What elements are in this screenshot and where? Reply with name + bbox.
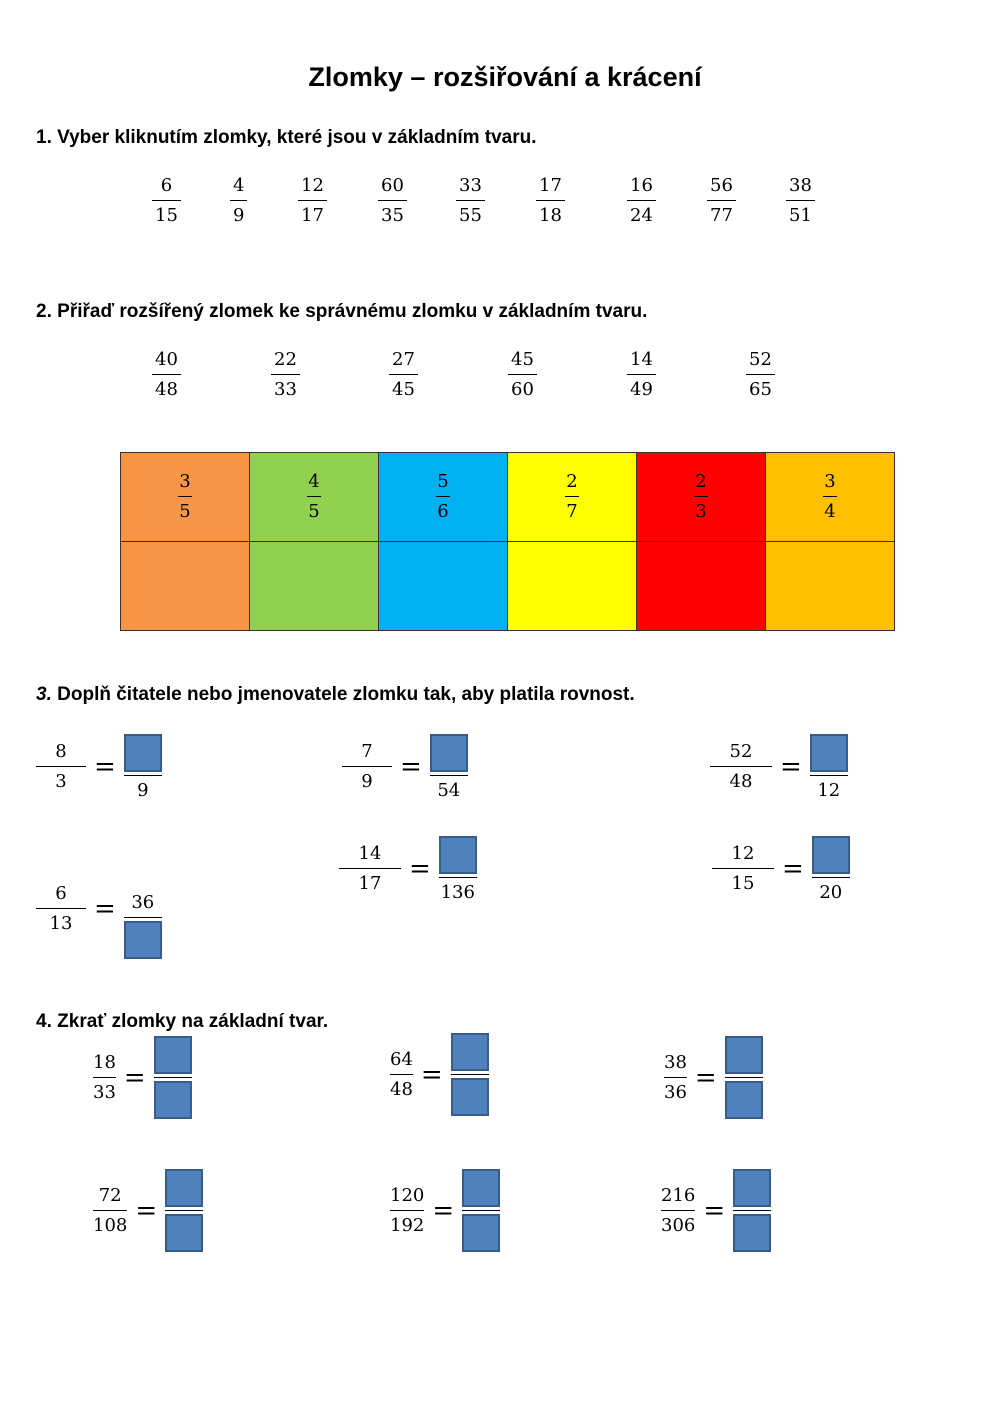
drop-zone[interactable] <box>379 542 508 631</box>
q3-equation <box>710 734 848 800</box>
q3-equation <box>36 858 162 959</box>
numerator: 33 <box>459 175 482 196</box>
denominator: 5 <box>308 501 320 522</box>
numerator-input-box[interactable] <box>165 1169 203 1207</box>
denominator: 48 <box>729 771 753 792</box>
q2-draggable-fraction[interactable] <box>271 351 300 399</box>
q4-number: 4. <box>36 1011 52 1032</box>
fraction-bar <box>627 200 656 201</box>
denominator: 15 <box>731 873 755 894</box>
answer-input-box[interactable] <box>810 734 848 772</box>
target-fraction-cell <box>637 453 766 542</box>
q1-fraction[interactable] <box>152 177 181 225</box>
denominator: 192 <box>390 1214 425 1236</box>
fraction-bar <box>462 1210 500 1211</box>
numerator-input-box[interactable] <box>451 1033 489 1071</box>
q2-draggable-fraction[interactable] <box>389 351 418 399</box>
denominator-input-box[interactable] <box>733 1214 771 1252</box>
q3-equation <box>36 734 162 800</box>
fraction-bar <box>93 1210 127 1211</box>
denominator-input-box[interactable] <box>462 1214 500 1252</box>
numerator: 12 <box>731 843 755 864</box>
equals-sign: = <box>782 854 804 884</box>
numerator: 14 <box>358 843 382 864</box>
q3-equation <box>712 836 850 902</box>
fraction-bar <box>627 374 656 375</box>
denominator-input-box[interactable] <box>451 1078 489 1116</box>
equals-sign: = <box>409 854 431 884</box>
q4-equation <box>93 1169 203 1252</box>
equals-sign: = <box>432 1195 455 1226</box>
denominator: 13 <box>49 912 73 934</box>
numerator: 216 <box>661 1184 696 1206</box>
q2-heading <box>36 301 647 323</box>
fraction-bar <box>390 1074 413 1075</box>
equals-sign: = <box>694 1062 717 1093</box>
numerator: 4 <box>308 471 320 492</box>
q3-number: 3. <box>36 684 52 705</box>
q4-equation <box>390 1169 500 1252</box>
fraction-bar <box>230 200 247 201</box>
fraction-bar <box>746 374 775 375</box>
equals-sign: = <box>123 1062 146 1093</box>
denominator: 17 <box>358 873 382 894</box>
q4-text: Zkrať zlomky na základní tvar. <box>57 1011 329 1032</box>
denominator: 306 <box>661 1214 696 1236</box>
target-fraction-cell <box>508 453 637 542</box>
denominator: 51 <box>789 205 812 226</box>
fraction-bar <box>178 496 192 497</box>
numerator: 36 <box>131 892 155 913</box>
denominator: 33 <box>93 1081 116 1103</box>
target-fraction-cell <box>379 453 508 542</box>
denominator: 49 <box>630 379 653 400</box>
fraction-bar <box>390 1210 424 1211</box>
numerator: 22 <box>274 349 297 370</box>
q3-equation <box>339 836 477 902</box>
denominator-input-box[interactable] <box>725 1081 763 1119</box>
q4-equation <box>93 1036 192 1119</box>
numerator: 56 <box>710 175 733 196</box>
fraction-bar <box>36 908 86 909</box>
denominator: 65 <box>749 379 772 400</box>
denominator: 4 <box>824 501 836 522</box>
q3-heading <box>36 684 635 706</box>
numerator: 6 <box>160 175 173 196</box>
fraction-bar <box>271 374 300 375</box>
drop-zone[interactable] <box>250 542 379 631</box>
numerator: 6 <box>55 882 67 904</box>
numerator: 3 <box>179 471 191 492</box>
numerator-input-box[interactable] <box>154 1036 192 1074</box>
q1-number: 1. <box>36 127 52 148</box>
numerator: 38 <box>664 1051 687 1073</box>
denominator-input-box[interactable] <box>165 1214 203 1252</box>
q1-fraction[interactable] <box>378 177 407 225</box>
numerator: 8 <box>55 741 67 762</box>
numerator-input-box[interactable] <box>462 1169 500 1207</box>
denominator: 5 <box>179 501 191 522</box>
numerator-input-box[interactable] <box>733 1169 771 1207</box>
answer-input-box[interactable] <box>124 734 162 772</box>
drop-zone[interactable] <box>637 542 766 631</box>
denominator: 36 <box>664 1081 687 1103</box>
numerator: 72 <box>98 1184 122 1206</box>
fraction-bar <box>712 868 774 869</box>
fraction-bar <box>339 868 401 869</box>
fraction-bar <box>439 877 477 878</box>
q1-fraction[interactable] <box>707 177 736 225</box>
page-title: Zlomky – rozšiřování a krácení <box>308 62 702 92</box>
denominator: 9 <box>361 771 373 792</box>
q1-fraction[interactable] <box>786 177 815 225</box>
q1-fraction[interactable] <box>456 177 485 225</box>
numerator: 38 <box>789 175 812 196</box>
fraction-bar <box>430 775 468 776</box>
fraction-bar <box>456 200 485 201</box>
fraction-bar <box>812 877 850 878</box>
q4-equation <box>664 1036 763 1119</box>
denominator: 33 <box>274 379 297 400</box>
numerator: 45 <box>511 349 534 370</box>
denominator: 20 <box>819 882 843 903</box>
denominator: 9 <box>137 780 149 801</box>
fraction-bar <box>536 200 565 201</box>
numerator: 14 <box>630 349 653 370</box>
equals-sign: = <box>94 752 116 782</box>
denominator: 3 <box>695 501 707 522</box>
numerator: 3 <box>824 471 836 492</box>
fraction-bar <box>154 1077 192 1078</box>
equals-sign: = <box>703 1195 726 1226</box>
fraction-bar <box>389 374 418 375</box>
denominator: 6 <box>437 501 449 522</box>
fraction-bar <box>710 766 772 767</box>
fraction-bar <box>694 496 708 497</box>
denominator: 55 <box>459 205 482 226</box>
q4-heading <box>36 1011 328 1033</box>
fraction-bar <box>378 200 407 201</box>
fraction-bar <box>93 1077 116 1078</box>
numerator: 5 <box>437 471 449 492</box>
fraction-bar <box>664 1077 687 1078</box>
q2-text: Přiřaď rozšířený zlomek ke správnému zlomku v základním tvaru. <box>57 301 648 322</box>
q1-text: Vyber kliknutím zlomky, které jsou v základním tvaru. <box>57 127 537 148</box>
q3-text: Doplň čitatele nebo jmenovatele zlomku tak, aby platila rovnost. <box>57 684 635 705</box>
numerator: 18 <box>93 1051 116 1073</box>
equals-sign: = <box>780 752 802 782</box>
denominator: 35 <box>381 205 404 226</box>
fraction-bar <box>298 200 327 201</box>
fraction-bar <box>733 1210 771 1211</box>
denominator: 60 <box>511 379 534 400</box>
fraction-bar <box>661 1210 695 1211</box>
fraction-bar <box>810 775 848 776</box>
denominator: 48 <box>390 1078 413 1100</box>
numerator: 27 <box>392 349 415 370</box>
target-fraction-cell <box>250 453 379 542</box>
fraction-bar <box>307 496 321 497</box>
fraction-bar <box>152 374 181 375</box>
numerator: 64 <box>390 1048 413 1070</box>
denominator: 9 <box>233 205 245 226</box>
q2-draggable-fraction[interactable] <box>152 351 181 399</box>
equals-sign: = <box>135 1195 158 1226</box>
fraction-bar <box>565 496 579 497</box>
equals-sign: = <box>400 752 422 782</box>
numerator: 7 <box>361 741 373 762</box>
fraction-bar <box>786 200 815 201</box>
denominator: 12 <box>817 780 841 801</box>
denominator: 7 <box>566 501 578 522</box>
fraction-bar <box>124 775 162 776</box>
target-fraction-cell <box>766 453 895 542</box>
q2-draggable-fraction[interactable] <box>746 351 775 399</box>
fraction-bar <box>823 496 837 497</box>
denominator-input-box[interactable] <box>154 1081 192 1119</box>
numerator: 40 <box>155 349 178 370</box>
numerator: 52 <box>729 741 753 762</box>
numerator: 4 <box>233 175 245 196</box>
numerator: 60 <box>381 175 404 196</box>
q4-equation <box>661 1169 771 1252</box>
answer-input-box[interactable] <box>124 921 162 959</box>
denominator: 77 <box>710 205 733 226</box>
numerator: 52 <box>749 349 772 370</box>
denominator: 108 <box>93 1214 128 1236</box>
target-fraction-cell <box>121 453 250 542</box>
denominator: 48 <box>155 379 178 400</box>
answer-input-box[interactable] <box>439 836 477 874</box>
q2-draggable-fraction[interactable] <box>508 351 537 399</box>
fraction-bar <box>725 1077 763 1078</box>
numerator: 120 <box>390 1184 425 1206</box>
numerator: 2 <box>695 471 707 492</box>
fraction-bar <box>124 917 162 918</box>
answer-input-box[interactable] <box>812 836 850 874</box>
denominator: 136 <box>440 882 475 903</box>
drop-zone[interactable] <box>766 542 895 631</box>
q1-fraction[interactable] <box>230 177 247 225</box>
equals-sign: = <box>420 1059 443 1090</box>
q1-fraction[interactable] <box>627 177 656 225</box>
q1-heading <box>36 127 537 149</box>
denominator: 54 <box>437 780 461 801</box>
equals-sign: = <box>94 893 116 924</box>
numerator: 16 <box>630 175 653 196</box>
denominator: 45 <box>392 379 415 400</box>
fraction-bar <box>436 496 450 497</box>
q4-equation <box>390 1033 489 1116</box>
denominator: 18 <box>539 205 562 226</box>
fraction-bar <box>165 1210 203 1211</box>
fraction-bar <box>152 200 181 201</box>
denominator: 17 <box>301 205 324 226</box>
numerator: 12 <box>301 175 324 196</box>
fraction-bar <box>508 374 537 375</box>
denominator: 3 <box>55 771 67 792</box>
denominator: 15 <box>155 205 178 226</box>
drop-zone[interactable] <box>121 542 250 631</box>
fraction-bar <box>707 200 736 201</box>
numerator-input-box[interactable] <box>725 1036 763 1074</box>
answer-input-box[interactable] <box>430 734 468 772</box>
q1-fraction[interactable] <box>536 177 565 225</box>
fraction-bar <box>36 766 86 767</box>
q1-fraction[interactable] <box>298 177 327 225</box>
q2-draggable-fraction[interactable] <box>627 351 656 399</box>
fraction-bar <box>342 766 392 767</box>
fraction-bar <box>451 1074 489 1075</box>
numerator: 17 <box>539 175 562 196</box>
denominator: 24 <box>630 205 653 226</box>
q3-equation <box>342 734 468 800</box>
drop-zone[interactable] <box>508 542 637 631</box>
q2-number: 2. <box>36 301 52 322</box>
matching-table <box>120 452 895 631</box>
numerator: 2 <box>566 471 578 492</box>
